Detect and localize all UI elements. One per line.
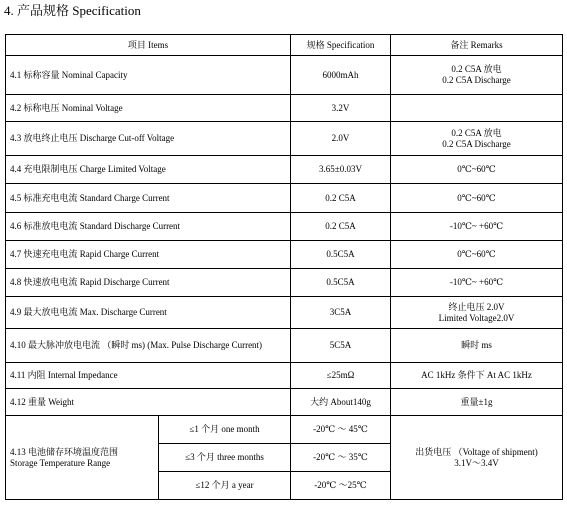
remarks-cell: [391, 122, 563, 156]
storage-row-1: [6, 416, 563, 444]
storage-remarks-label: 出货电压 （Voltage of shipment): [415, 446, 538, 457]
item-cell: 4.7 快速充电电流 Rapid Charge Current: [6, 241, 291, 269]
spec-cell: 0.2 C5A: [291, 184, 391, 213]
specification-table: [5, 34, 563, 500]
section-title: 4. 产品规格 Specification: [4, 3, 141, 18]
item-cell: 4.2 标称电压 Nominal Voltage: [6, 95, 291, 122]
remarks-line: Limited Voltage2.0V: [438, 312, 515, 323]
table-row: [6, 241, 563, 269]
remarks-line: -10℃~ +60℃: [449, 277, 504, 287]
remarks-cell: [391, 213, 563, 241]
remarks-line: 0.2 C5A Discharge: [442, 138, 511, 149]
spec-cell: 0.5C5A: [291, 269, 391, 297]
item-cell: 4.9 最大放电电流 Max. Discharge Current: [6, 297, 291, 329]
spec-cell: 3C5A: [291, 297, 391, 329]
remarks-cell: [391, 269, 563, 297]
remarks-cell: [391, 363, 563, 389]
remarks-line: 0.2 C5A Discharge: [442, 75, 511, 85]
header-items: 项目 Items: [6, 35, 291, 56]
remarks-line: 0.2 C5A 放电: [451, 64, 502, 74]
spec-cell: 大约 About140g: [291, 389, 391, 416]
storage-range: -20℃ ～ 45℃: [291, 416, 391, 444]
table-row: [6, 329, 563, 363]
storage-range: -20℃ ～ 35℃: [291, 444, 391, 472]
remarks-cell: [391, 95, 563, 122]
storage-duration: ≤3 个月 three months: [159, 444, 291, 472]
table-row: [6, 156, 563, 184]
item-cell: 4.11 内阻 Internal Impedance: [6, 363, 291, 389]
storage-item-label-en: Storage Temperature Range: [10, 457, 111, 468]
remarks-cell: [391, 184, 563, 213]
spec-cell: 0.2 C5A: [291, 213, 391, 241]
remarks-line: -10℃~ +60℃: [449, 221, 504, 231]
spec-rows: [6, 56, 563, 416]
storage-range: -20℃ ～25℃: [291, 472, 391, 500]
remarks-line: AC 1kHz 条件下 At AC 1kHz: [421, 370, 532, 380]
remarks-line: 重量±1g: [460, 396, 493, 407]
remarks-cell: [391, 297, 563, 329]
storage-item-cell: [6, 416, 159, 500]
remarks-line: 瞬时 ms: [461, 340, 492, 350]
item-cell: 4.8 快速放电电流 Rapid Discharge Current: [6, 269, 291, 297]
remarks-cell: [391, 389, 563, 416]
table-header-row: [6, 35, 563, 56]
spec-cell: 0.5C5A: [291, 241, 391, 269]
storage-item-label-cn: 4.13 电池储存环境温度范围: [10, 446, 119, 457]
table-row: [6, 184, 563, 213]
storage-remarks-value: 3.1V～3.4V: [454, 457, 499, 468]
spec-cell: 5C5A: [291, 329, 391, 363]
table-row: [6, 56, 563, 95]
table-row: [6, 95, 563, 122]
header-specification: 规格 Specification: [291, 35, 391, 56]
table-row: [6, 269, 563, 297]
table-row: [6, 213, 563, 241]
header-remarks: 备注 Remarks: [391, 35, 563, 56]
remarks-line: 0℃~60℃: [457, 192, 496, 203]
item-cell: 4.5 标准充电电流 Standard Charge Current: [6, 184, 291, 213]
storage-duration: ≤12 个月 a year: [159, 472, 291, 500]
item-cell: 4.1 标称容量 Nominal Capacity: [6, 56, 291, 95]
table-row: [6, 389, 563, 416]
remarks-line: 终止电压 2.0V: [448, 301, 505, 312]
item-cell: 4.6 标准放电电流 Standard Discharge Current: [6, 213, 291, 241]
spec-cell: ≤25mΩ: [291, 363, 391, 389]
remarks-cell: [391, 329, 563, 363]
item-cell: 4.4 充电限制电压 Charge Limited Voltage: [6, 156, 291, 184]
spec-cell: 2.0V: [291, 122, 391, 156]
table-row: [6, 297, 563, 329]
table-row: [6, 363, 563, 389]
table-row: [6, 122, 563, 156]
remarks-line: 0℃~60℃: [457, 164, 496, 174]
remarks-cell: [391, 156, 563, 184]
item-cell: 4.3 放电终止电压 Discharge Cut-off Voltage: [6, 122, 291, 156]
remarks-line: 0.2 C5A 放电: [451, 127, 502, 138]
storage-remarks-cell: [391, 416, 563, 500]
remarks-cell: [391, 56, 563, 95]
spec-cell: 3.65±0.03V: [291, 156, 391, 184]
item-cell: 4.12 重量 Weight: [6, 389, 291, 416]
storage-duration: ≤1 个月 one month: [159, 416, 291, 444]
remarks-line: 0℃~60℃: [457, 249, 496, 259]
spec-cell: 6000mAh: [291, 56, 391, 95]
spec-cell: 3.2V: [291, 95, 391, 122]
item-cell: 4.10 最大脉冲放电电流 （瞬时 ms) (Max. Pulse Discharge Current): [6, 329, 291, 363]
remarks-cell: [391, 241, 563, 269]
